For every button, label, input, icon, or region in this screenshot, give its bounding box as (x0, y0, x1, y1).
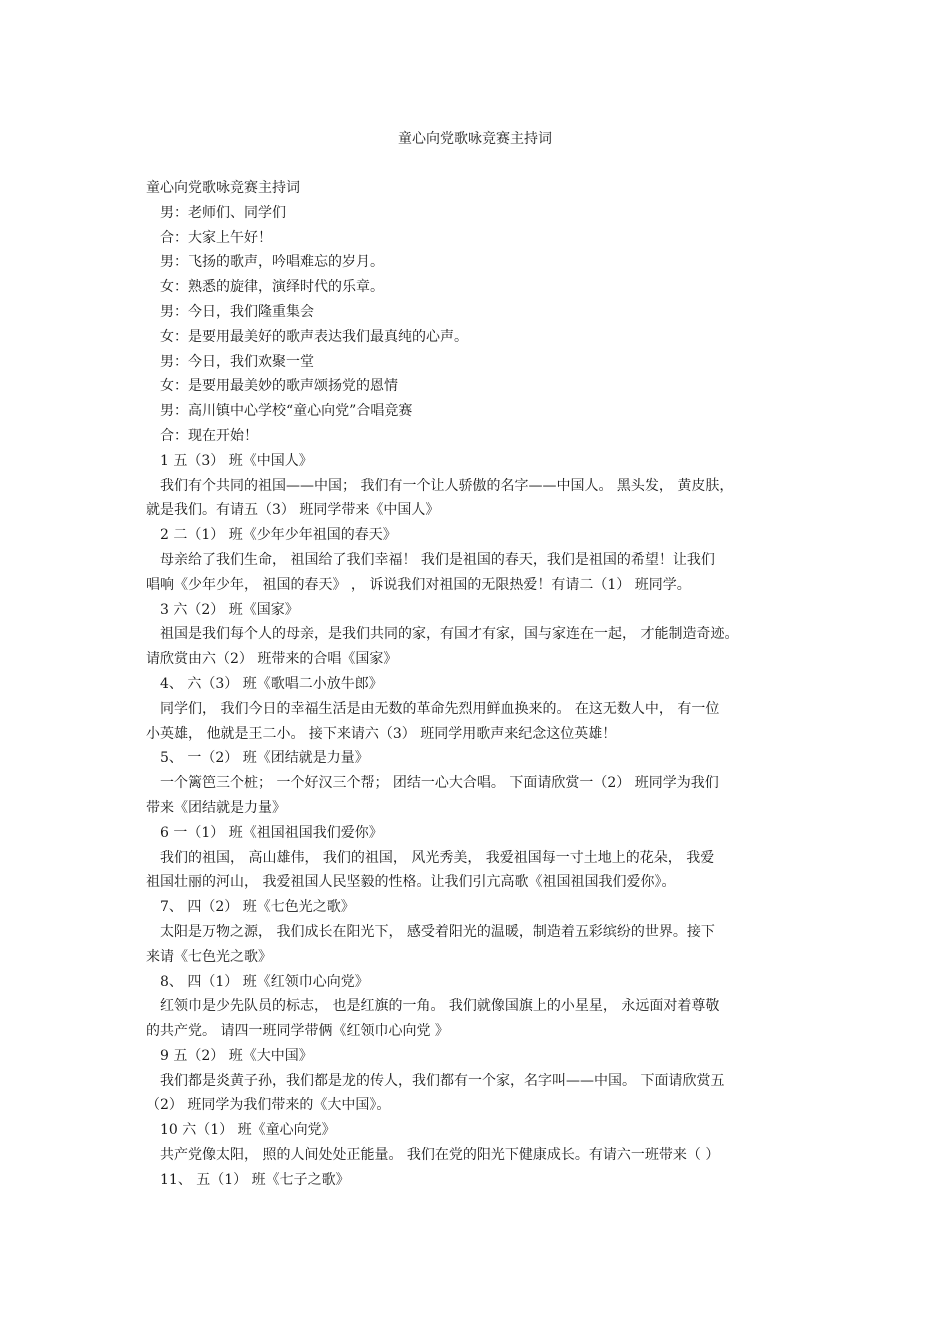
text-line: （2） 班同学为我们带来的《大中国》。 (146, 1097, 391, 1114)
text-line: 共产党像太阳， 照的人间处处正能量。 我们在党的阳光下健康成长。有请六一班带来（ ） (160, 1147, 720, 1164)
text-line: 红领巾是少先队员的标志， 也是红旗的一角。 我们就像国旗上的小星星， 永远面对着尊敬 (160, 998, 720, 1015)
text-line: 带来《团结就是力量》 (146, 799, 286, 816)
text-line: 9 五（2） 班《大中国》 (160, 1047, 313, 1064)
text-line: 男：今日，我们欢聚一堂 (160, 353, 314, 370)
text-line: 小英雄， 他就是王二小。 接下来请六（3） 班同学用歌声来纪念这位英雄！ (146, 725, 617, 742)
text-line: 4、 六（3） 班《歌唱二小放牛郎》 (160, 675, 383, 692)
text-line: 男：高川镇中心学校“童心向党”合唱竞赛 (160, 403, 413, 420)
text-line: 祖国壮丽的河山， 我爱祖国人民坚毅的性格。让我们引亢高歌《祖国祖国我们爱你》。 (146, 874, 676, 891)
text-line: 童心向党歌咏竞赛主持词 (146, 180, 300, 196)
text-line: 女：是要用最美好的歌声表达我们最真纯的心声。 (160, 328, 468, 345)
text-line: 11、 五（1） 班《七子之歌》 (160, 1171, 350, 1188)
text-line: 母亲给了我们生命， 祖国给了我们幸福！ 我们是祖国的春天，我们是祖国的希望！让我们 (160, 551, 715, 568)
text-line: 女：是要用最美妙的歌声颂扬党的恩情 (160, 378, 398, 395)
text-line: 合：大家上午好！ (160, 229, 272, 246)
text-line: 10 六（1） 班《童心向党》 (160, 1122, 336, 1139)
text-line: 一个篱笆三个桩； 一个好汉三个帮； 团结一心大合唱。 下面请欣赏一（2） 班同学为我们 (160, 775, 719, 792)
document-body (146, 176, 816, 1193)
document-title: 童心向党歌咏竞赛主持词 (398, 131, 552, 147)
text-line: 合：现在开始！ (160, 427, 258, 444)
text-line: 就是我们。有请五（3） 班同学带来《中国人》 (146, 502, 440, 519)
text-line: 男：老师们、同学们 (160, 204, 286, 221)
text-line: 1 五（3） 班《中国人》 (160, 452, 313, 469)
text-line: 女：熟悉的旋律，演绎时代的乐章。 (160, 279, 384, 296)
text-line: 7、 四（2） 班《七色光之歌》 (160, 899, 355, 916)
text-line: 男：今日，我们隆重集会 (160, 303, 314, 320)
text-line: 6 一（1） 班《祖国祖国我们爱你》 (160, 824, 383, 841)
text-line: 唱响《少年少年， 祖国的春天》 ， 诉说我们对祖国的无限热爱！有请二（1） 班同学。 (146, 576, 691, 593)
text-line: 男：飞扬的歌声，吟唱难忘的岁月。 (160, 254, 384, 271)
text-line: 的共产党。 请四一班同学带俩《红领巾心向党 》 (146, 1023, 449, 1040)
text-line: 5、 一（2） 班《团结就是力量》 (160, 750, 369, 767)
text-line: 太阳是万物之源， 我们成长在阳光下， 感受着阳光的温暖，制造着五彩缤纷的世界。接下 (160, 923, 715, 940)
text-line: 同学们， 我们今日的幸福生活是由无数的革命先烈用鲜血换来的。 在这无数人中， 有一位 (160, 700, 720, 717)
text-line: 请欣赏由六（2） 班带来的合唱《国家》 (146, 651, 398, 668)
text-line: 2 二（1） 班《少年少年祖国的春天》 (160, 527, 397, 544)
text-line: 我们都是炎黄子孙，我们都是龙的传人，我们都有一个家，名字叫——中国。 下面请欣赏五 (160, 1072, 725, 1089)
text-line: 来请《七色光之歌》 (146, 948, 272, 965)
text-line: 我们的祖国， 高山雄伟， 我们的祖国， 风光秀美， 我爱祖国每一寸土地上的花朵， 我爱 (160, 849, 715, 866)
text-line: 祖国是我们每个人的母亲，是我们共同的家，有国才有家，国与家连在一起， 才能制造奇迹。 (160, 626, 739, 643)
text-line: 3 六（2） 班《国家》 (160, 601, 299, 618)
text-line: 8、 四（1） 班《红领巾心向党》 (160, 973, 369, 990)
text-line: 我们有个共同的祖国——中国； 我们有一个让人骄傲的名字——中国人。 黑头发， 黄皮肤， (160, 477, 734, 494)
